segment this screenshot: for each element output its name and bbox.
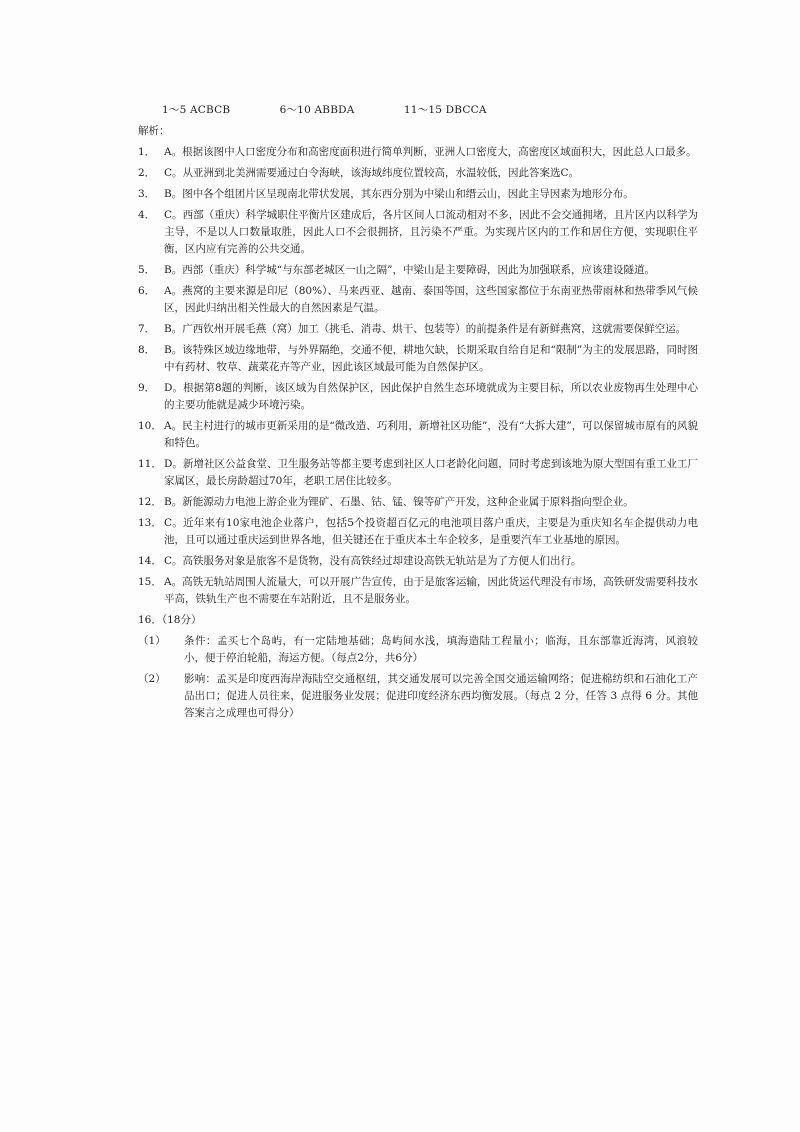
answer-key-content	[138, 102, 698, 726]
part-text: 影响：孟买是印度西海岸海陆空交通枢纽，其交通发展可以完善全国交通运输网络；促进棉纺织和石油化工产品出口；促进人员往来，促进服务业发展；促进印度经济东西均衡发展。（每点 2 分，任答 3 点得 6 分。其他答案言之成理也可得分）	[184, 673, 698, 719]
item-number: 10．	[138, 420, 162, 432]
answer-group-3: 11～15 DBCCA	[403, 104, 487, 116]
item-text: D。根据第8题的判断，该区域为自然保护区，因此保护自然生态环境就成为主要目标，所以农业废物再生处理中心的主要功能就是减少环境污染。	[164, 382, 698, 411]
item-text: A。根据该图中人口密度分布和高密度面积进行简单判断，亚洲人口密度大，高密度区域面积大，因此总人口最多。	[164, 146, 697, 158]
answer-group-1: 1～5 ACBCB	[162, 104, 231, 116]
analysis-item	[138, 262, 698, 279]
analysis-item	[138, 186, 698, 203]
analysis-heading: 解析：	[138, 125, 170, 137]
analysis-item	[138, 515, 698, 549]
item-text: C。西部（重庆）科学城职住平衡片区建成后，各片区间人口流动相对不多，因此不会交通拥堵，且片区内以科学为主导，不是以人口数量取胜，因此人口不会很拥挤，且污染不严重。为实现片区内的工作和居住方便，实现职住平衡，区内应有完善的公共交通。	[164, 209, 698, 255]
item-text: B。西部（重庆）科学城“与东部老城区一山之隔”，中梁山是主要障碍，因此为加强联系，应该建设隧道。	[164, 264, 655, 276]
answer-summary-line	[138, 102, 698, 119]
item-number: 13．	[138, 517, 162, 529]
analysis-list	[138, 144, 698, 608]
item-number: 7．	[138, 323, 156, 335]
analysis-item	[138, 165, 698, 182]
item-text: B。广西钦州开展毛燕（窝）加工（挑毛、消毒、烘干、包装等）的前提条件是有新鲜燕窝，这就需要保鲜空运。	[164, 323, 687, 335]
analysis-item	[138, 418, 698, 452]
question-16-part-2	[138, 671, 698, 722]
item-text: C。高铁服务对象是旅客不是货物，没有高铁经过却建设高铁无轨站是为了方便人们出行。	[164, 555, 582, 567]
item-number: 5．	[138, 264, 156, 276]
part-number: （2）	[138, 673, 166, 685]
item-number: 1．	[138, 146, 156, 158]
question-16-part-1	[138, 633, 698, 667]
analysis-item	[138, 380, 698, 414]
item-number: 12．	[138, 496, 162, 508]
analysis-item	[138, 342, 698, 376]
analysis-item	[138, 321, 698, 338]
item-text: D。新增社区公益食堂、卫生服务站等都主要考虑到社区人口老龄化问题，同时考虑到该地为原大型国有重工业工厂家属区，最长房龄超过70年，老职工居住比较多。	[164, 458, 698, 487]
analysis-item	[138, 456, 698, 490]
item-number: 4．	[138, 209, 156, 221]
item-text: B。该特殊区域边缘地带，与外界隔绝，交通不便，耕地欠缺，长期采取自给自足和“限制”为主的发展思路，同时图中有药材、牧草、蔬菜花卉等产业，因此该区域最可能为自然保护区。	[164, 344, 698, 373]
question-16-title: 16．（18分）	[138, 614, 202, 626]
item-number: 3．	[138, 188, 156, 200]
analysis-item	[138, 553, 698, 570]
part-text: 条件：孟买七个岛屿，有一定陆地基础；岛屿间水浅，填海造陆工程量小；临海，且东部靠近海湾，风浪较小，便于停泊轮船，海运方便。（每点2分，共6分）	[184, 635, 698, 664]
item-number: 14．	[138, 555, 162, 567]
item-text: B。新能源动力电池上游企业为锂矿、石墨、钴、锰、镍等矿产开发，这种企业属于原料指向型企业。	[164, 496, 634, 508]
item-number: 8．	[138, 344, 156, 356]
item-number: 15．	[138, 576, 162, 588]
item-number: 6．	[138, 285, 156, 297]
item-number: 9．	[138, 382, 156, 394]
analysis-item	[138, 574, 698, 608]
item-text: C。近年来有10家电池企业落户，包括5个投资超百亿元的电池项目落户重庆，主要是为重庆知名车企提供动力电池，且可以通过重庆运到世界各地，但关键还在于重庆本土车企较多，是重要汽车工业基地的原因。	[164, 517, 698, 546]
item-number: 2．	[138, 167, 156, 179]
item-text: A。燕窝的主要来源是印尼（80%）、马来西亚、越南、泰国等国，这些国家都位于东南亚热带雨林和热带季风气候区，因此归纳出相关性最大的自然因素是气温。	[164, 285, 698, 314]
analysis-item	[138, 207, 698, 258]
item-text: A。民主村进行的城市更新采用的是“微改造、巧利用，新增社区功能”，没有“大拆大建”，可以保留城市原有的风貌和特色。	[164, 420, 698, 449]
item-text: B。图中各个组团片区呈现南北带状发展，其东西分别为中梁山和缙云山，因此主导因素为地形分布。	[164, 188, 634, 200]
analysis-item	[138, 144, 698, 161]
analysis-item	[138, 283, 698, 317]
item-text: A。高铁无轨站周围人流量大，可以开展广告宣传，由于是旅客运输，因此货运代理没有市场，高铁研发需要科技水平高，铁轨生产也不需要在车站附近，且不是服务业。	[164, 576, 698, 605]
answer-group-2: 6～10 ABBDA	[279, 104, 355, 116]
analysis-item	[138, 494, 698, 511]
item-text: C。从亚洲到北美洲需要通过白令海峡，该海域纬度位置较高，水温较低，因此答案选C。	[164, 167, 580, 179]
part-number: （1）	[138, 635, 166, 647]
item-number: 11．	[138, 458, 162, 470]
